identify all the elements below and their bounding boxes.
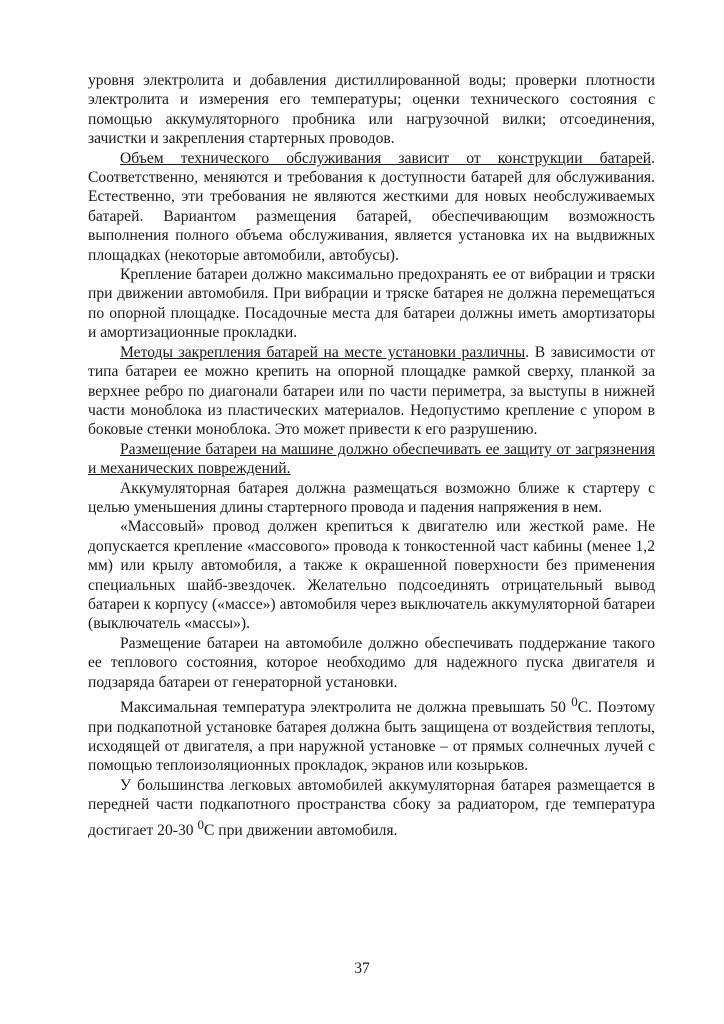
paragraph-5 [88,440,655,479]
paragraph-10-b: С при движении автомобиля. [203,821,398,839]
paragraph-2 [88,149,655,265]
paragraph-9 [88,692,655,776]
paragraph-9-b: С. Поэтому при подкапотной установке батарея должна быть защищена от воздействия теплоты, исходящей от двигателя, а при наружной установке – от прямых солнечных лучей с помощью теплоизоляционных прокладок, экранов или козырьков. [88,699,656,775]
degree-superscript: 0 [197,816,204,832]
paragraph-9-a: Максимальная температура электролита не должна превышать 50 [120,699,566,717]
paragraph-4 [88,343,655,440]
page-number: 37 [354,960,370,977]
degree-superscript: 0 [571,694,578,709]
paragraph-10 [88,776,655,840]
paragraph-1: уровня электролита и добавления дистиллированной воды; проверки плотности электролита и измерения его температуры; оценки технического состояния с помощью аккумуляторного пробника или нагрузочной вилки; отсоединения, зачистки и закрепления стартерных проводов. [88,72,655,148]
paragraph-2-rest: . Соответственно, меняются и требования к доступности батарей для обслуживания. Естественно, эти требования не являются жесткими для новых необслуживаемых батарей. Вариантом размещения батарей, обеспечивающим возможность выполнения полного объема обслуживания, является установка их на выдвижных площадках (некоторые автомобили, автобусы). [88,149,655,264]
paragraph-4-underlined: Методы закрепления батарей на месте установки различны [120,343,526,361]
page-body [88,71,655,840]
paragraph-7: «Массовый» провод должен крепиться к двигателю или жесткой раме. Не допускается крепление «массового» провода к тонкостенной част кабины (менее 1,2 мм) или крылу автомобиля, а также к окрашенной поверхности без применения специальных шайб-звездочек. Желательно подсоединять отрицательный вывод батареи к корпусу («массе») автомобиля через выключатель аккумуляторной батареи (выключатель «массы»). [88,518,655,633]
paragraph-4-rest: . В зависимости от типа батареи ее можно крепить на опорной площадке рамкой сверху, планкой за верхнее ребро по диагонали батареи или по части периметра, за выступы в нижней части моноблока из пластических материалов. Недопустимо крепление с упором в боковые стенки моноблока. Это может привести к его разрушению. [88,343,655,439]
paragraph-10-a: У большинства легковых автомобилей аккумуляторная батарея размещается в передней части подкапотного пространства сбоку за радиатором, где температура достигает 20-30 [88,776,655,839]
paragraph-8: Размещение батареи на автомобиле должно обеспечивать поддержание такого ее теплового состояния, которое необходимо для надежного пуска двигателя и подзаряда батареи от генераторной установки. [88,634,655,691]
paragraph-3: Крепление батареи должно максимально предохранять ее от вибрации и тряски при движении автомобиля. При вибрации и тряске батарея не должна перемещаться по опорной площадке. Посадочные места для батареи должны иметь амортизаторы и амортизационные прокладки. [88,266,655,342]
paragraph-5-underlined: Размещение батареи на машине должно обеспечивать ее защиту от загрязнения и механических повреждений. [88,440,655,478]
paragraph-6: Аккумуляторная батарея должна размещаться возможно ближе к стартеру с целью уменьшения длины стартерного провода и падения напряжения в нем. [88,479,655,516]
paragraph-2-underlined: Объем технического обслуживания зависит от конструкции батарей [120,149,652,167]
